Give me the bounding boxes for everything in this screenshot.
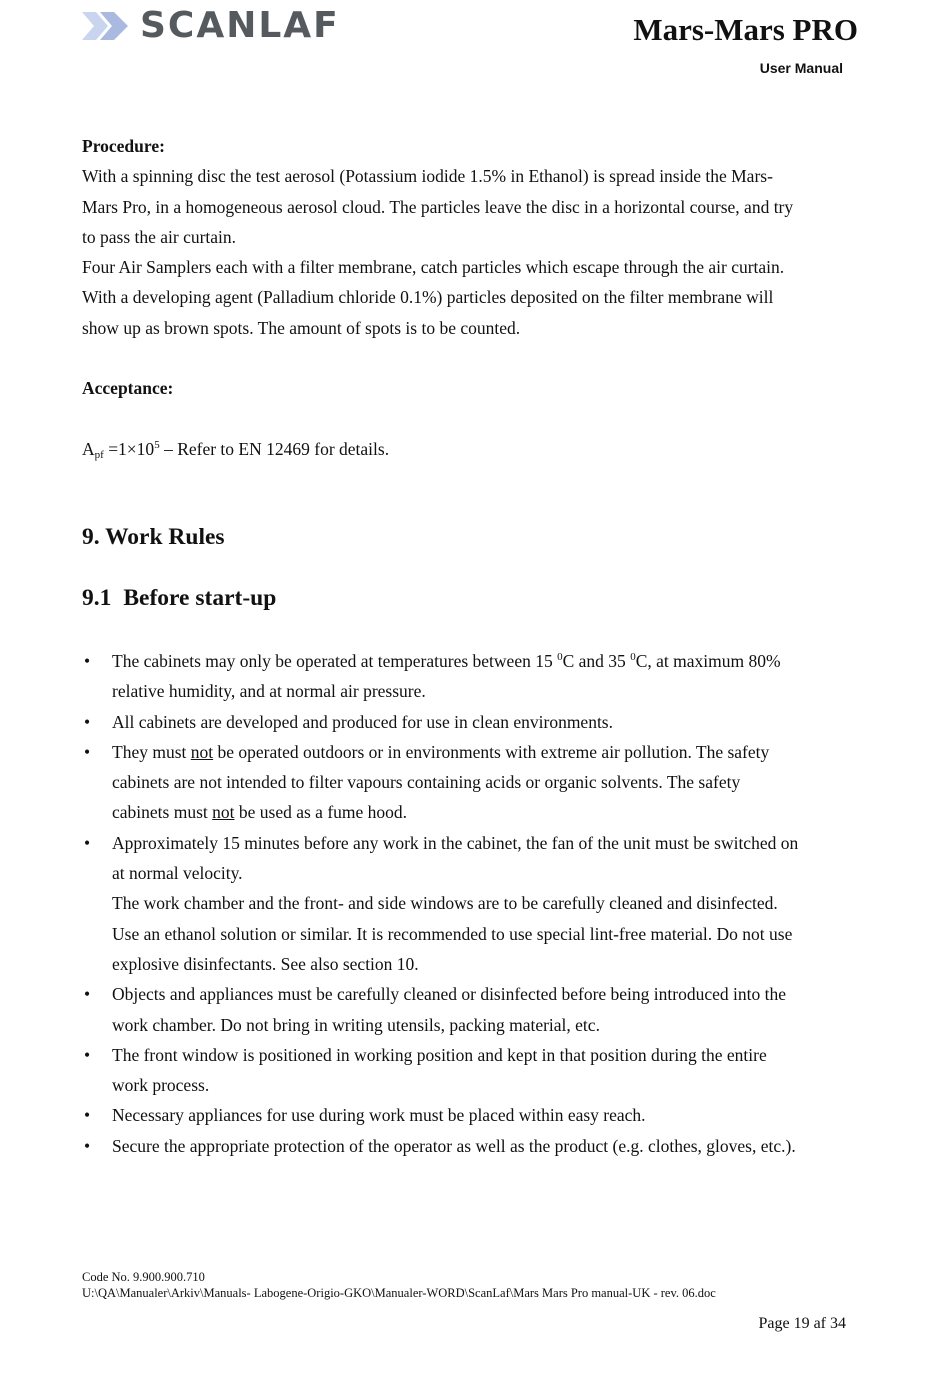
bullet-icon: • (84, 832, 91, 853)
footer-file-path: U:\QA\Manualer\Arkiv\Manuals- Labogene-Origio-GKO\Manualer-WORD\ScanLaf\Mars Mars Pro manual-UK - rev. 06.doc (82, 1286, 716, 1300)
subsection-heading (82, 582, 276, 614)
list-item: • All cabinets are developed and produced for use in clean environments. (82, 707, 862, 737)
procedure-line: Mars Pro, in a homogeneous aerosol cloud. The particles leave the disc in a horizontal course, and try (82, 196, 794, 217)
procedure-line: With a developing agent (Palladium chloride 0.1%) particles deposited on the filter membrane will (82, 287, 774, 308)
acceptance-formula (82, 434, 852, 464)
formula-value: =1×10 (103, 438, 155, 459)
formula-reference: – Refer to EN 12469 for details. (159, 438, 390, 459)
procedure-line: show up as brown spots. The amount of spots is to be counted. (82, 317, 521, 338)
bullet-icon: • (84, 711, 91, 732)
footer-code-number: Code No. 9.900.900.710 (82, 1270, 205, 1284)
procedure-line: to pass the air curtain. (82, 226, 237, 247)
bullet-icon: • (84, 984, 91, 1005)
procedure-line: Four Air Samplers each with a filter membrane, catch particles which escape through the air curtain. (82, 257, 785, 278)
list-item: • They must not be operated outdoors or in environments with extreme air pollution. The safety cabinets are not intended to filter vapours containing acids or organic solvents. The safety cabinets must not be used as a fume hood. (82, 737, 862, 828)
chevron-logo-icon (82, 10, 130, 42)
acceptance-heading: Acceptance: (82, 378, 174, 399)
bullet-icon: • (84, 651, 91, 671)
document-title: Mars-Mars PRO (633, 12, 858, 47)
formula-subscript: pf (94, 448, 104, 461)
list-item: • Approximately 15 minutes before any work in the cabinet, the fan of the unit must be switched on at normal velocity. The work chamber and the front- and side windows are to be carefully cleaned and disinfected. Use an ethanol solution or similar. It is recommended to use special lint-free material. Do not use explosive disinfectants. See also section 10. (82, 828, 862, 979)
list-item: • The front window is positioned in working position and kept in that position during the entire work process. (82, 1040, 862, 1101)
bullet-icon: • (84, 741, 91, 762)
bullet-icon: • (84, 1135, 91, 1156)
work-rules-list (82, 646, 862, 1161)
list-item: • The cabinets may only be operated at temperatures between 15 $^0$C and 35 $^0$C, at maximum 80% relative humidity, and at normal air pressure. (82, 646, 862, 707)
brand-name: SCANLAF (140, 5, 340, 46)
procedure-line: With a spinning disc the test aerosol (Potassium iodide 1.5% in Ethanol) is spread inside the Mars- (82, 166, 773, 187)
subsection-number: 9.1 (82, 585, 112, 611)
list-item: • Objects and appliances must be carefully cleaned or disinfected before being introduced into the work chamber. Do not bring in writing utensils, packing material, etc. (82, 979, 862, 1040)
formula-symbol: A (82, 438, 95, 459)
page-number: Page 19 af 34 (758, 1315, 846, 1332)
bullet-icon: • (84, 1044, 91, 1065)
document-subtitle: User Manual (759, 60, 843, 76)
list-item: • Secure the appropriate protection of the operator as well as the product (e.g. clothes, gloves, etc.). (82, 1131, 862, 1161)
scanlaf-logo (82, 6, 340, 46)
procedure-heading: Procedure: (82, 136, 165, 156)
list-item: • Necessary appliances for use during work must be placed within easy reach. (82, 1100, 862, 1130)
procedure-section (82, 131, 852, 464)
subsection-title: Before start-up (123, 585, 277, 611)
section-heading: 9. Work Rules (82, 524, 225, 550)
bullet-icon: • (84, 1105, 91, 1126)
formula-exponent: 5 (154, 438, 160, 451)
